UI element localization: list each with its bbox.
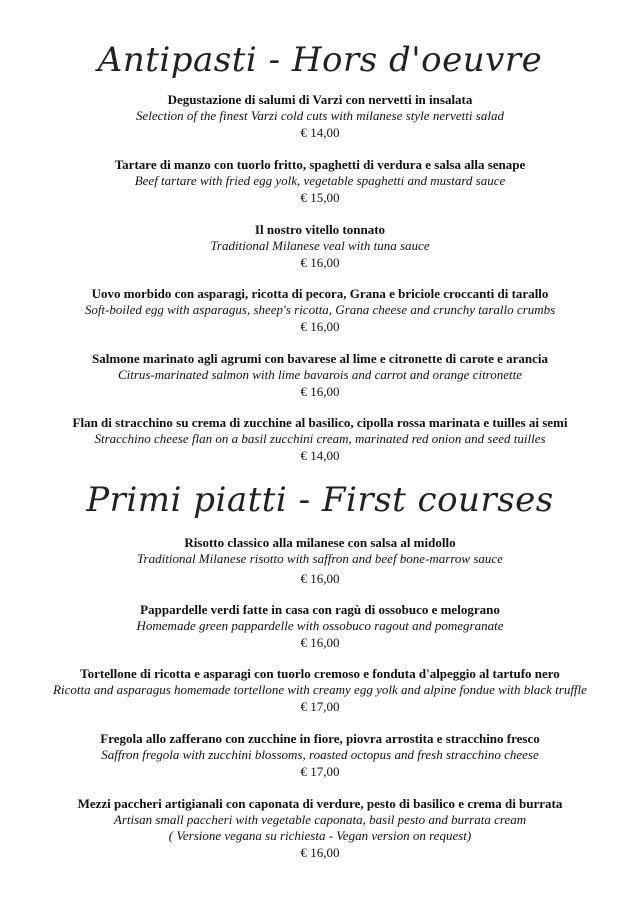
dish-name-en: Stracchino cheese flan on a basil zucchini cream, marinated red onion and seed tuilles — [94, 431, 546, 446]
dish-antipasti-3 — [0, 222, 640, 271]
dish-name-it: Risotto classico alla milanese con salsa al midollo — [184, 535, 456, 550]
dish-antipasti-6 — [0, 415, 640, 464]
dish-price: € 14,00 — [300, 448, 340, 463]
dish-name-en: Ricotta and asparagus homemade tortellone with creamy egg yolk and alpine fondue with black truffle — [53, 682, 587, 697]
dish-name-it: Tortellone di ricotta e asparagi con tuorlo cremoso e fonduta d'alpeggio al tartufo nero — [80, 666, 560, 681]
dish-primi-2 — [0, 602, 640, 651]
dish-name-en: Soft-boiled egg with asparagus, sheep's ricotta, Grana cheese and crunchy tarallo crumbs — [84, 302, 556, 317]
section-title-primi: Primi piatti - First courses — [86, 480, 554, 520]
dish-name-it: Mezzi paccheri artigianali con caponata di verdure, pesto di basilico e crema di burrata — [77, 796, 563, 811]
dish-price: € 17,00 — [300, 699, 340, 714]
dish-price: € 17,00 — [300, 764, 340, 779]
dish-name-it: Flan di stracchino su crema di zucchine al basilico, cipolla rossa marinata e tuilles ai semi — [72, 415, 568, 430]
dish-price: € 16,00 — [300, 845, 340, 860]
dish-antipasti-5 — [0, 351, 640, 400]
dish-name-it: Fregola allo zafferano con zucchine in fiore, piovra arrostita e stracchino fresco — [100, 731, 540, 746]
dish-price: € 14,00 — [300, 125, 340, 140]
dish-name-it: Tartare di manzo con tuorlo fritto, spaghetti di verdura e salsa alla senape — [114, 157, 526, 172]
dish-name-en: Selection of the finest Varzi cold cuts with milanese style nervetti salad — [136, 108, 504, 123]
dish-name-it: Pappardelle verdi fatte in casa con ragù di ossobuco e melograno — [140, 602, 500, 617]
dish-price: € 16,00 — [300, 319, 340, 334]
dish-antipasti-2 — [0, 157, 640, 206]
dish-primi-4 — [0, 731, 640, 780]
dish-name-it: Uovo morbido con asparagi, ricotta di pecora, Grana e briciole croccanti di tarallo — [91, 286, 549, 301]
dish-antipasti-4 — [0, 286, 640, 335]
dish-antipasti-1 — [0, 92, 640, 141]
dish-note: ( Versione vegana su richiesta - Vegan version on request) — [168, 828, 472, 843]
dish-price: € 16,00 — [300, 635, 340, 650]
dish-price: € 16,00 — [300, 384, 340, 399]
dish-primi-3 — [0, 666, 640, 715]
dish-primi-1 — [0, 535, 640, 587]
dish-name-en: Traditional Milanese veal with tuna sauce — [210, 238, 430, 253]
section-title-antipasti: Antipasti - Hors d'oeuvre — [97, 40, 543, 80]
dish-name-en: Saffron fregola with zucchini blossoms, roasted octopus and fresh stracchino cheese — [101, 747, 539, 762]
dish-name-en: Traditional Milanese risotto with saffron and beef bone-marrow sauce — [137, 551, 503, 566]
dish-price: € 16,00 — [300, 571, 340, 586]
dish-name-en: Artisan small paccheri with vegetable caponata, basil pesto and burrata cream — [113, 812, 527, 827]
dish-name-it: Il nostro vitello tonnato — [254, 222, 386, 237]
dish-name-en: Homemade green pappardelle with ossobuco ragout and pomegranate — [136, 618, 504, 633]
dish-price: € 16,00 — [300, 255, 340, 270]
dish-name-it: Salmone marinato agli agrumi con bavarese al lime e citronette di carote e arancia — [92, 351, 548, 366]
dish-name-it: Degustazione di salumi di Varzi con nervetti in insalata — [167, 92, 473, 107]
dish-price: € 15,00 — [300, 190, 340, 205]
dish-name-en: Citrus-marinated salmon with lime bavarois and carrot and orange citronette — [117, 367, 523, 382]
dish-primi-5 — [0, 796, 640, 861]
dish-name-en: Beef tartare with fried egg yolk, vegetable spaghetti and mustard sauce — [134, 173, 506, 188]
